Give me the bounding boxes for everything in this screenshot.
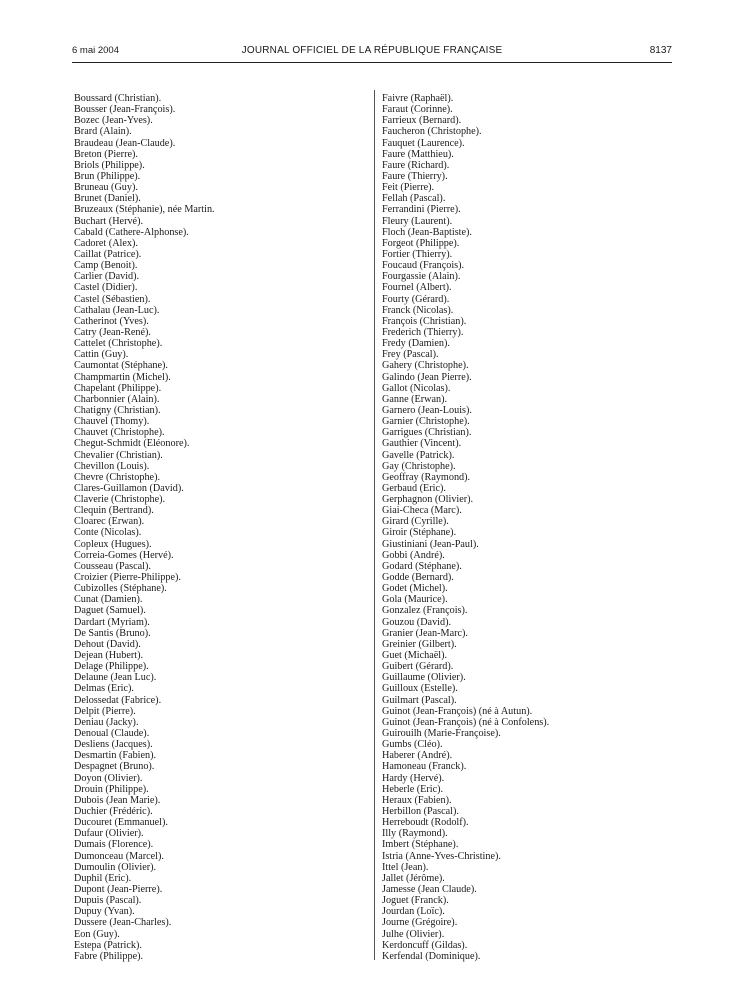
left-name-column <box>74 93 369 962</box>
name-entry: Dubois (Jean Marie). <box>74 794 161 806</box>
name-entry: Gavelle (Patrick). <box>382 449 455 461</box>
name-entry: Cabald (Cathere-Alphonse). <box>74 226 189 238</box>
name-entry: Foucaud (François). <box>382 260 465 272</box>
name-entry: Dupont (Jean-Pierre). <box>74 883 163 895</box>
name-entry: Guibert (Gérard). <box>382 661 454 673</box>
name-entry: Istria (Anne-Yves-Christine). <box>382 850 501 862</box>
name-entry: Herbillon (Pascal). <box>382 806 459 817</box>
name-entry: Champmartin (Michel). <box>74 371 171 383</box>
name-entry: Chatigny (Christian). <box>74 404 161 416</box>
name-entry: Delmas (Eric). <box>74 683 134 695</box>
name-entry: Giustiniani (Jean-Paul). <box>382 538 479 550</box>
name-entry: Correia-Gomes (Hervé). <box>74 549 174 561</box>
name-entry: Imbert (Stéphane). <box>382 839 459 851</box>
name-entry: Dufaur (Olivier). <box>74 828 144 840</box>
name-entry: Delossedat (Fabrice). <box>74 694 162 706</box>
name-entry: Heberle (Eric). <box>382 783 444 795</box>
name-entry: Farrieux (Bernard). <box>382 115 462 127</box>
name-entry: Duchier (Frédéric). <box>74 806 153 817</box>
right-name-column <box>382 93 712 962</box>
name-entry: Cattelet (Christophe). <box>74 338 163 350</box>
name-entry: Chevre (Christophe). <box>74 471 161 483</box>
name-entry: Carlier (David). <box>74 271 140 283</box>
name-entry: Faucheron (Christophe). <box>382 126 482 138</box>
name-entry: Boussard (Christian). <box>74 93 162 104</box>
name-entry: Giai-Checa (Marc). <box>382 505 462 517</box>
name-entry: Feit (Pierre). <box>382 182 435 194</box>
name-entry: Greinier (Gilbert). <box>382 638 457 650</box>
name-entry: Fellah (Pascal). <box>382 193 446 205</box>
name-entry: Kerdoncuff (Gildas). <box>382 939 468 951</box>
name-entry: Frey (Pascal). <box>382 349 439 361</box>
header-title: JOURNAL OFFICIEL DE LA RÉPUBLIQUE FRANÇAISE <box>241 45 503 56</box>
name-entry: Delage (Philippe). <box>74 661 149 673</box>
name-entry: Fournel (Albert). <box>382 282 452 294</box>
name-entry: Briols (Philippe). <box>74 159 145 171</box>
name-entry: Castel (Sébastien). <box>74 293 151 305</box>
name-entry: Drouin (Philippe). <box>74 783 149 795</box>
name-entry: François (Christian). <box>382 315 467 327</box>
name-entry: Cathalau (Jean-Luc). <box>74 304 160 316</box>
name-entry: Dussere (Jean-Charles). <box>74 917 172 929</box>
name-entry: Castel (Didier). <box>74 282 138 294</box>
name-entry: Ducouret (Emmanuel). <box>74 817 168 829</box>
name-entry: Haberer (André). <box>382 750 453 762</box>
name-entry: Fredy (Damien). <box>382 338 450 350</box>
name-entry: Clares-Guillamon (David). <box>74 482 184 494</box>
name-entry: Guinot (Jean-François) (né à Autun). <box>382 705 533 717</box>
name-entry: Gumbs (Cléo). <box>382 739 443 751</box>
name-entry: Dehout (David). <box>74 638 141 650</box>
name-entry: Bruzeaux (Stéphanie), née Martin. <box>74 204 215 216</box>
name-entry: Bruneau (Guy). <box>74 182 138 194</box>
name-entry: Caumontat (Stéphane). <box>74 360 168 372</box>
name-entry: Chevillon (Louis). <box>74 460 150 472</box>
name-entry: Cousseau (Pascal). <box>74 560 151 572</box>
name-entry: Dupuy (Yvan). <box>74 906 135 918</box>
name-entry: Braudeau (Jean-Claude). <box>74 137 176 149</box>
name-entry: Delaune (Jean Luc). <box>74 672 157 684</box>
name-entry: Despagnet (Bruno). <box>74 761 155 773</box>
name-entry: Godard (Stéphane). <box>382 560 462 572</box>
name-entry: Gola (Maurice). <box>382 594 448 606</box>
name-entry: Geoffray (Raymond). <box>382 471 471 483</box>
name-entry: Garrigues (Christian). <box>382 427 472 439</box>
name-entry: Cattin (Guy). <box>74 349 129 361</box>
name-entry: Chapelant (Philippe). <box>74 382 162 394</box>
name-entry: Guilmart (Pascal). <box>382 694 457 706</box>
name-entry: Joguet (Franck). <box>382 895 449 907</box>
name-entry: Fauquet (Laurence). <box>382 137 465 149</box>
name-entry: Dupuis (Pascal). <box>74 895 142 907</box>
name-entry: Floch (Jean-Baptiste). <box>382 226 472 238</box>
name-entry: Guilloux (Estelle). <box>382 683 458 695</box>
name-entry: Heraux (Fabien). <box>382 794 452 806</box>
name-entry: Dumoulin (Olivier). <box>74 861 157 873</box>
name-entry: Conte (Nicolas). <box>74 527 142 539</box>
name-entry: Gauthier (Vincent). <box>382 438 462 450</box>
name-entry: Guinot (Jean-François) (né à Confolens). <box>382 716 550 728</box>
name-entry: Gerphagnon (Olivier). <box>382 494 474 506</box>
name-entry: Desmartin (Fabien). <box>74 750 157 762</box>
name-entry: Fourgassie (Alain). <box>382 271 461 283</box>
name-entry: Fortier (Thierry). <box>382 248 453 260</box>
name-entry: Hardy (Hervé). <box>382 772 445 784</box>
name-entry: Gouzou (David). <box>382 616 452 628</box>
name-entry: Gerbaud (Eric). <box>382 482 446 494</box>
name-entry: Gonzalez (François). <box>382 605 468 617</box>
header-date: 6 mai 2004 <box>72 45 120 56</box>
name-entry: Brun (Philippe). <box>74 170 141 182</box>
name-entry: Desliens (Jacques). <box>74 739 153 751</box>
name-entry: Bousser (Jean-François). <box>74 104 176 116</box>
name-entry: Clequin (Bertrand). <box>74 505 154 517</box>
name-entry: Jourdan (Loïc). <box>382 906 445 918</box>
name-entry: Brunet (Daniel). <box>74 193 141 205</box>
name-entry: Guirouilh (Marie-Françoise). <box>382 728 501 740</box>
header-rule <box>72 62 672 63</box>
name-entry: Faure (Richard). <box>382 159 450 171</box>
name-entry: Buchart (Hervé). <box>74 215 144 227</box>
name-entry: Gahery (Christophe). <box>382 360 469 372</box>
name-entry: Girard (Cyrille). <box>382 516 449 528</box>
name-entry: Delpit (Pierre). <box>74 705 136 717</box>
name-entry: Herreboudt (Rodolf). <box>382 817 469 829</box>
name-entry: Eon (Guy). <box>74 928 120 940</box>
name-entry: Faure (Matthieu). <box>382 148 454 160</box>
name-entry: Croizier (Pierre-Philippe). <box>74 572 181 584</box>
name-entry: Caillat (Patrice). <box>74 248 142 260</box>
name-entry: Catry (Jean-René). <box>74 326 151 338</box>
name-entry: Jallet (Jérôme). <box>382 872 445 884</box>
name-entry: Brard (Alain). <box>74 126 132 138</box>
name-entry: Garnier (Christophe). <box>382 416 470 428</box>
name-entry: Fabre (Philippe). <box>74 950 144 962</box>
name-entry: Cadoret (Alex). <box>74 237 138 249</box>
name-entry: Cloarec (Erwan). <box>74 516 145 528</box>
name-entry: Bozec (Jean-Yves). <box>74 115 153 127</box>
name-entry: Jamesse (Jean Claude). <box>382 883 477 895</box>
name-entry: Guet (Michaël). <box>382 650 448 662</box>
name-entry: Giroir (Stéphane). <box>382 527 457 539</box>
name-entry: Journe (Grégoire). <box>382 917 458 929</box>
name-entry: Illy (Raymond). <box>382 828 448 840</box>
name-entry: Frederich (Thierry). <box>382 326 464 338</box>
name-entry: Kerfendal (Dominique). <box>382 950 481 962</box>
name-entry: Forgeot (Philippe). <box>382 237 460 249</box>
name-entry: Ferrandini (Pierre). <box>382 204 461 216</box>
name-entry: Faivre (Raphaël). <box>382 93 454 104</box>
name-entry: Duphil (Eric). <box>74 872 132 884</box>
page-header <box>72 45 672 61</box>
name-entry: Fleury (Laurent). <box>382 215 453 227</box>
name-entry: Doyon (Olivier). <box>74 772 143 784</box>
name-entry: Chauvel (Thomy). <box>74 416 150 428</box>
name-entry: Daguet (Samuel). <box>74 605 146 617</box>
name-entry: Faraut (Corinne). <box>382 104 453 116</box>
name-entry: Fourty (Gérard). <box>382 293 450 305</box>
name-entry: Godde (Bernard). <box>382 572 454 584</box>
name-entry: Chevalier (Christian). <box>74 449 163 461</box>
name-entry: Ganne (Erwan). <box>382 393 448 405</box>
name-entry: Hamoneau (Franck). <box>382 761 467 773</box>
name-entry: Denoual (Claude). <box>74 728 150 740</box>
name-entry: Breton (Pierre). <box>74 148 138 160</box>
name-entry: Godet (Michel). <box>382 583 448 595</box>
name-entry: Dumonceau (Marcel). <box>74 850 164 862</box>
name-entry: Copleux (Hugues). <box>74 538 152 550</box>
name-entry: Cubizolles (Stéphane). <box>74 583 167 595</box>
name-entry: Chegut-Schmidt (Eléonore). <box>74 438 190 450</box>
name-entry: Chauvet (Christophe). <box>74 427 165 439</box>
header-page-number: 8137 <box>649 45 672 56</box>
name-entry: Ittel (Jean). <box>382 861 429 873</box>
name-entry: Estepa (Patrick). <box>74 939 142 951</box>
name-entry: Cunat (Damien). <box>74 594 143 606</box>
name-entry: Guillaume (Olivier). <box>382 672 466 684</box>
name-entry: Garnero (Jean-Louis). <box>382 404 472 416</box>
name-entry: Camp (Benoit). <box>74 260 138 272</box>
name-entry: Catherinot (Yves). <box>74 315 149 327</box>
name-entry: Granier (Jean-Marc). <box>382 627 468 639</box>
name-entry: De Santis (Bruno). <box>74 627 151 639</box>
name-entry: Julhe (Olivier). <box>382 928 445 940</box>
name-entry: Faure (Thierry). <box>382 170 448 182</box>
column-divider <box>374 90 375 960</box>
name-entry: Gallot (Nicolas). <box>382 382 451 394</box>
name-entry: Deniau (Jacky). <box>74 716 139 728</box>
name-entry: Dardart (Myriam). <box>74 616 150 628</box>
name-entry: Dejean (Hubert). <box>74 650 144 662</box>
name-entry: Claverie (Christophe). <box>74 494 166 506</box>
name-entry: Galindo (Jean Pierre). <box>382 371 472 383</box>
name-entry: Dumais (Florence). <box>74 839 154 851</box>
name-entry: Charbonnier (Alain). <box>74 393 160 405</box>
name-entry: Gay (Christophe). <box>382 460 456 472</box>
name-entry: Gobbi (André). <box>382 549 445 561</box>
name-entry: Franck (Nicolas). <box>382 304 454 316</box>
